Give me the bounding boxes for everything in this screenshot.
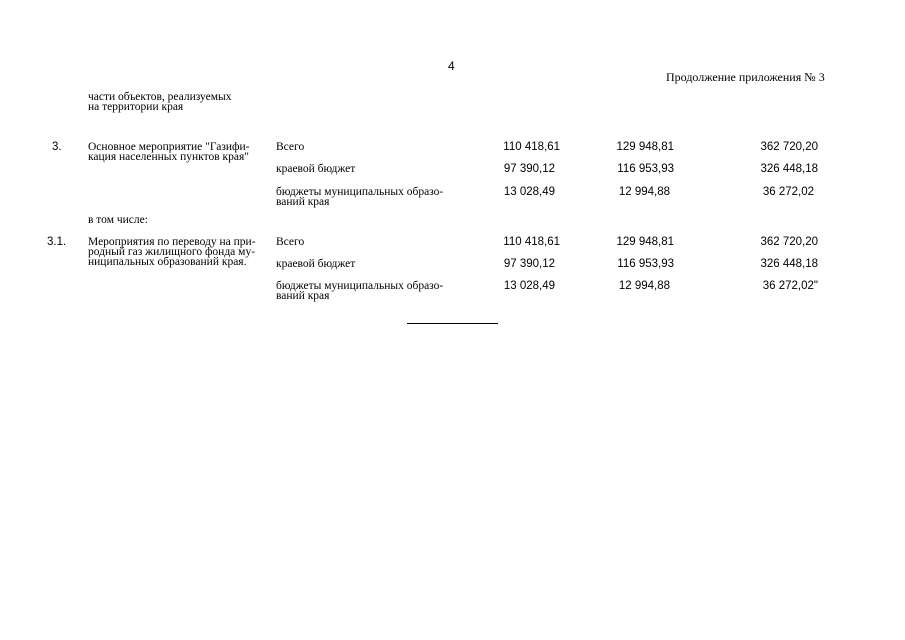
in-that-number-label: в том числе: (88, 214, 148, 226)
value-cell: 362 720,20 (760, 236, 818, 248)
value-cell: 326 448,18 (760, 163, 818, 175)
continuation-text: части объектов, реализуемых на территории края (88, 91, 232, 113)
source-label: краевой бюджет (276, 258, 356, 270)
value-cell: 362 720,20 (760, 141, 818, 153)
source-label: бюджеты муниципальных образо- ваний края (276, 280, 444, 302)
source-label: краевой бюджет (276, 163, 356, 175)
source-label: бюджеты муниципальных образо- ваний края (276, 186, 444, 208)
value-cell: 36 272,02" (762, 280, 818, 292)
appendix-continuation-note: Продолжение приложения № 3 (666, 70, 825, 84)
end-divider (407, 323, 498, 324)
value-cell: 129 948,81 (616, 236, 674, 248)
measure-name: Мероприятия по переводу на при- родный газ жилищного фонда му- ниципальных образований края. (88, 236, 256, 268)
row-number: 3.1. (47, 236, 67, 248)
page-number: 4 (448, 59, 455, 73)
value-cell: 97 390,12 (503, 258, 555, 270)
value-cell: 97 390,12 (503, 163, 555, 175)
value-cell: 110 418,61 (503, 141, 560, 153)
value-cell: 12 994,88 (618, 280, 670, 292)
value-cell: 326 448,18 (760, 258, 818, 270)
value-cell: 36 272,02 (762, 186, 814, 198)
row-number: 3. (52, 141, 62, 153)
value-cell: 129 948,81 (616, 141, 674, 153)
value-cell: 110 418,61 (503, 236, 560, 248)
value-cell: 13 028,49 (503, 280, 555, 292)
value-cell: 116 953,93 (617, 163, 674, 175)
value-cell: 13 028,49 (503, 186, 555, 198)
value-cell: 12 994,88 (618, 186, 670, 198)
source-label: Всего (276, 141, 305, 153)
measure-name: Основное мероприятие "Газифи- кация населенных пунктов края" (88, 141, 250, 163)
value-cell: 116 953,93 (617, 258, 674, 270)
source-label: Всего (276, 236, 305, 248)
